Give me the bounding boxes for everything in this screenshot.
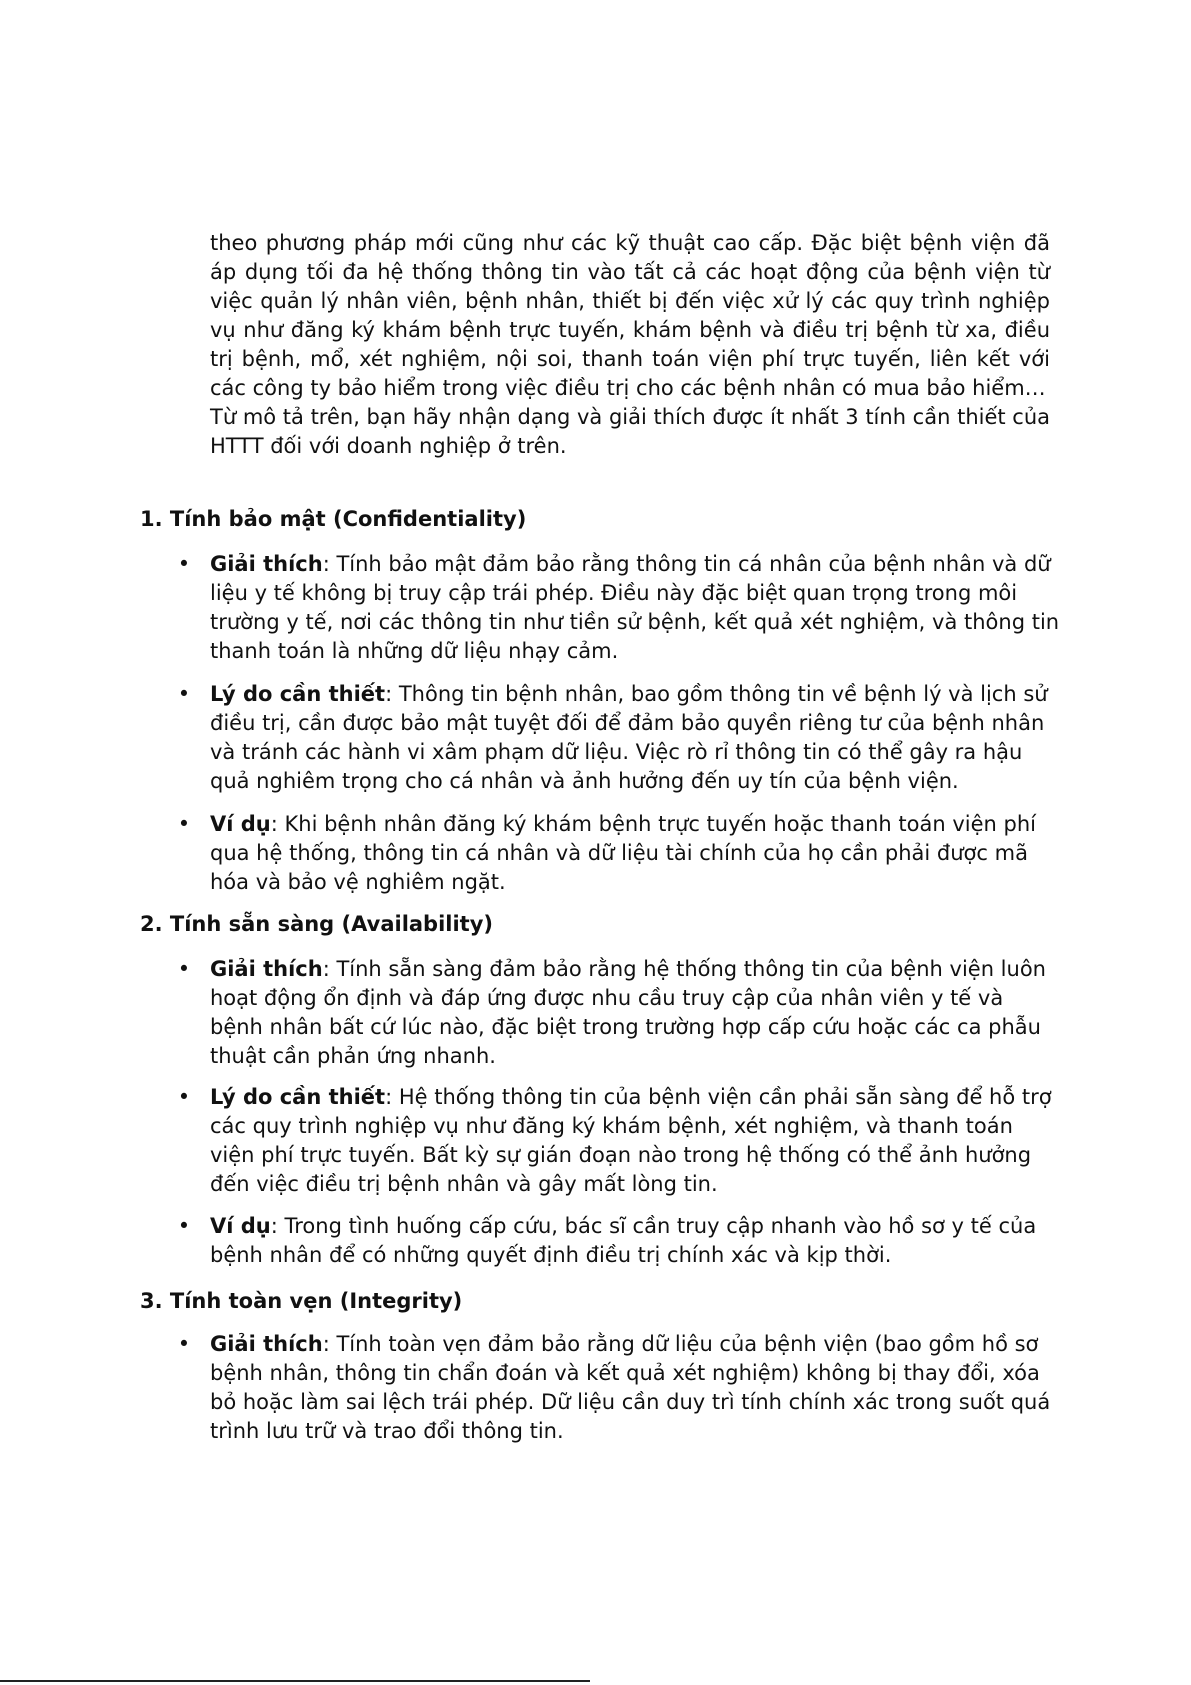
page-bottom-divider [0,1680,590,1682]
item-text: : Tính bảo mật đảm bảo rằng thông tin cá nhân của bệnh nhân và dữ liệu y tế không bị truy cập trái phép. Điều này đặc biệt quan trọng trong môi trường y tế, nơi các thông tin như tiền sử bệnh, kết quả xét nghiệm, và thông tin thanh toán là những dữ liệu nhạy cảm. [210,552,1060,663]
bullet-icon: • [177,552,191,576]
intro-question: Từ mô tả trên, bạn hãy nhận dạng và giải thích được ít nhất 3 tính cần thiết của HTTT đối với doanh nghiệp ở trên. [210,405,1051,458]
item-label: Giải thích [210,552,323,576]
bullet-icon: • [177,1332,191,1356]
bullet-icon: • [177,682,191,706]
item-text: : Trong tình huống cấp cứu, bác sĩ cần truy cập nhanh vào hồ sơ y tế của bệnh nhân để có những quyết định điều trị chính xác và kịp thời. [210,1214,1037,1267]
item-label: Ví dụ [210,1214,271,1238]
item-text: : Thông tin bệnh nhân, bao gồm thông tin về bệnh lý và lịch sử điều trị, cần được bảo mật tuyệt đối để đảm bảo quyền riêng tư của bệnh nhân và tránh các hành vi xâm phạm dữ liệu. Việc rò rỉ thông tin có thể gây ra hậu quả nghiêm trọng cho cá nhân và ảnh hưởng đến uy tín của bệnh viện. [210,682,1048,793]
intro-paragraph: theo phương pháp mới cũng như các kỹ thuật cao cấp. Đặc biệt bệnh viện đã áp dụng tối đa hệ thống thông tin vào tất cả các hoạt động của bệnh viện từ việc quản lý nhân viên, bệnh nhân, thiết bị đến việc xử lý các quy trình nghiệp vụ như đăng ký khám bệnh trực tuyến, khám bệnh và điều trị bệnh từ xa, điều trị bệnh, mổ, xét nghiệm, nội soi, thanh toán viện phí trực tuyến, liên kết với các công ty bảo hiểm trong việc điều trị cho các bệnh nhân có mua bảo hiểm… [210,231,1050,400]
item-label: Giải thích [210,1332,323,1356]
item-text: : Hệ thống thông tin của bệnh viện cần phải sẵn sàng để hỗ trợ các quy trình nghiệp vụ như đăng ký khám bệnh, xét nghiệm, và thanh toán viện phí trực tuyến. Bất kỳ sự gián đoạn nào trong hệ thống có thể ảnh hưởng đến việc điều trị bệnh nhân và gây mất lòng tin. [210,1085,1052,1196]
bullet-icon: • [177,812,191,836]
list-item [177,810,1060,897]
bullet-icon: • [177,1214,191,1238]
item-label: Lý do cần thiết [210,682,386,706]
item-text: : Khi bệnh nhân đăng ký khám bệnh trực tuyến hoặc thanh toán viện phí qua hệ thống, thông tin cá nhân và dữ liệu tài chính của họ cần phải được mã hóa và bảo vệ nghiêm ngặt. [210,812,1036,894]
list-item [177,550,1060,666]
bullet-icon: • [177,957,191,981]
item-label: Lý do cần thiết [210,1085,386,1109]
item-text: : Tính toàn vẹn đảm bảo rằng dữ liệu của bệnh viện (bao gồm hồ sơ bệnh nhân, thông tin chẩn đoán và kết quả xét nghiệm) không bị thay đổi, xóa bỏ hoặc làm sai lệch trái phép. Dữ liệu cần duy trì tính chính xác trong suốt quá trình lưu trữ và trao đổi thông tin. [210,1332,1051,1443]
intro-block [210,229,1050,461]
item-label: Giải thích [210,957,323,981]
list-item [177,1083,1060,1199]
list-item [177,680,1060,796]
list-item [177,1330,1060,1446]
item-label: Ví dụ [210,812,271,836]
list-item [177,1212,1060,1270]
section-heading-confidentiality: 1. Tính bảo mật (Confidentiality) [140,507,527,531]
item-text: : Tính sẵn sàng đảm bảo rằng hệ thống thông tin của bệnh viện luôn hoạt động ổn định và đáp ứng được nhu cầu truy cập của nhân viên y tế và bệnh nhân bất cứ lúc nào, đặc biệt trong trường hợp cấp cứu hoặc các ca phẫu thuật cần phản ứng nhanh. [210,957,1046,1068]
bullet-icon: • [177,1085,191,1109]
section-heading-integrity: 3. Tính toàn vẹn (Integrity) [140,1289,463,1313]
section-heading-availability: 2. Tính sẵn sàng (Availability) [140,912,494,936]
list-item [177,955,1060,1071]
